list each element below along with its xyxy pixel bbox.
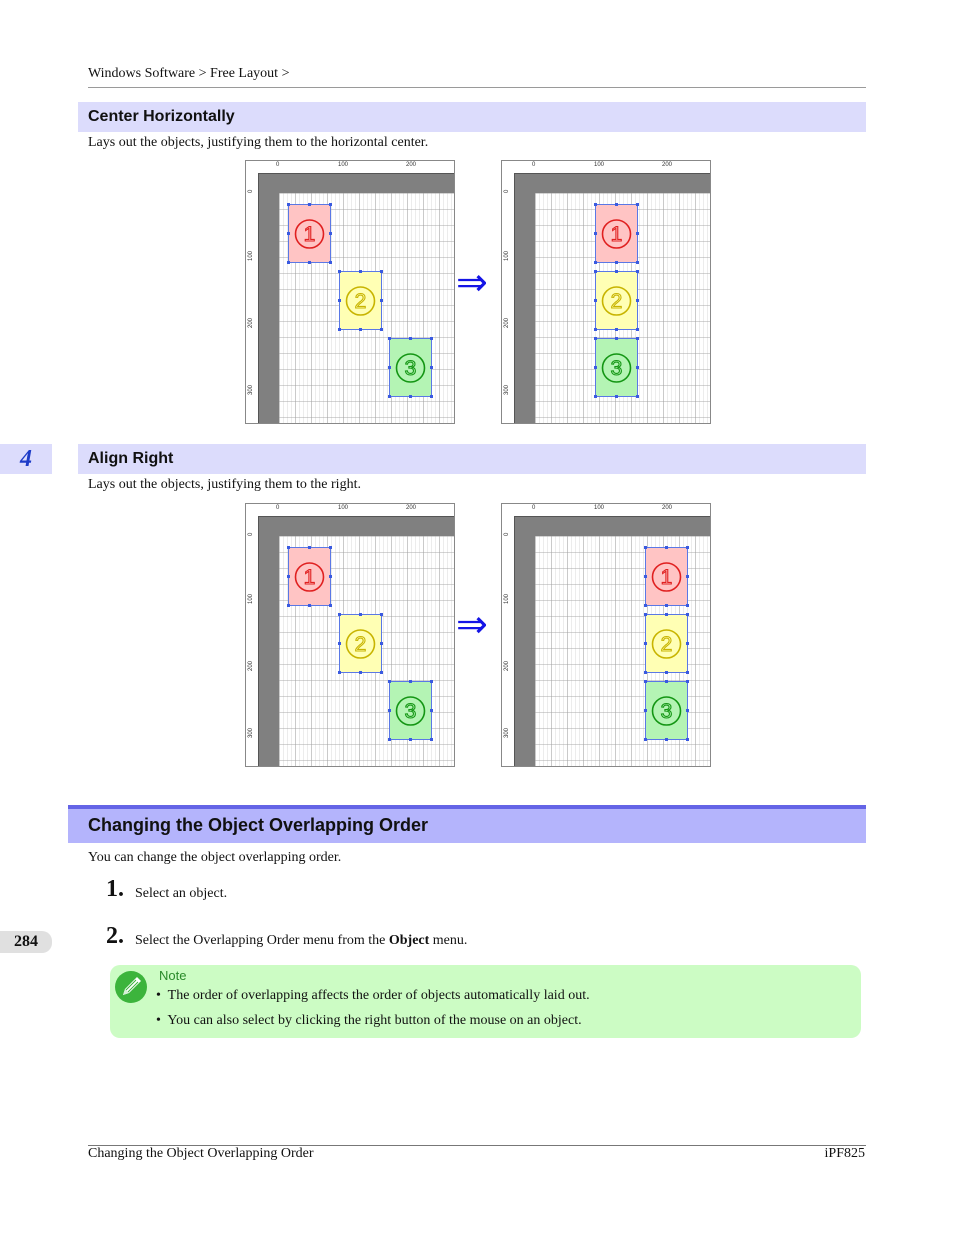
- selection-handle[interactable]: [644, 546, 647, 549]
- selection-handle[interactable]: [380, 613, 383, 616]
- selection-handle[interactable]: [388, 738, 391, 741]
- ruler-tick-label: 200: [504, 660, 510, 671]
- ruler-tick-label: 100: [504, 250, 510, 261]
- ruler-corner[interactable]: [246, 161, 258, 173]
- step-2-number: 2.: [106, 923, 124, 949]
- selection-handle[interactable]: [409, 337, 412, 340]
- selection-handle[interactable]: [686, 604, 689, 607]
- selection-handle[interactable]: [594, 337, 597, 340]
- object-label: 3: [404, 357, 417, 380]
- circled-number-2-icon: [596, 272, 637, 329]
- selection-handle[interactable]: [686, 575, 689, 578]
- step-2-text-after: menu.: [429, 933, 468, 948]
- selection-handle[interactable]: [388, 680, 391, 683]
- object-label: 1: [660, 566, 673, 589]
- layout-object-3[interactable]: [595, 338, 638, 397]
- selection-handle[interactable]: [380, 642, 383, 645]
- ruler-tick-label: 100: [594, 162, 605, 168]
- selection-handle[interactable]: [615, 261, 618, 264]
- selection-handle[interactable]: [359, 671, 362, 674]
- selection-handle[interactable]: [636, 203, 639, 206]
- selection-handle[interactable]: [615, 337, 618, 340]
- circled-number-3-icon: [596, 339, 637, 396]
- selection-handle[interactable]: [686, 671, 689, 674]
- circled-number-1-icon: [596, 205, 637, 262]
- section-title-center-horizontally: Center Horizontally: [88, 108, 235, 125]
- layout-object-1[interactable]: [645, 547, 688, 606]
- ruler-tick-label: 100: [504, 593, 510, 604]
- selection-handle[interactable]: [686, 546, 689, 549]
- selection-handle[interactable]: [644, 738, 647, 741]
- object-label: 2: [660, 633, 673, 656]
- selection-handle[interactable]: [388, 337, 391, 340]
- ruler-tick-label: 300: [504, 727, 510, 738]
- selection-handle[interactable]: [308, 546, 311, 549]
- selection-handle[interactable]: [430, 395, 433, 398]
- object-label: 3: [610, 357, 623, 380]
- circled-number-3-icon: [390, 682, 431, 739]
- selection-handle[interactable]: [338, 642, 341, 645]
- note-item: • The order of overlapping affects the order of objects automatically laid out.: [156, 988, 590, 1003]
- selection-handle[interactable]: [308, 261, 311, 264]
- object-label: 2: [610, 290, 623, 313]
- horizontal-ruler[interactable]: [258, 161, 454, 174]
- selection-handle[interactable]: [594, 261, 597, 264]
- note-item-text: The order of overlapping affects the order of objects automatically laid out.: [167, 988, 590, 1003]
- selection-handle[interactable]: [686, 709, 689, 712]
- result-arrow-icon: ⇒: [456, 602, 488, 646]
- selection-handle[interactable]: [388, 709, 391, 712]
- layout-after-center: [501, 160, 711, 424]
- selection-handle[interactable]: [380, 328, 383, 331]
- selection-handle[interactable]: [644, 671, 647, 674]
- step-2-text-before: Select the Overlapping Order menu from the: [135, 933, 389, 948]
- circled-number-2-icon: [340, 615, 381, 672]
- selection-handle[interactable]: [686, 613, 689, 616]
- horizontal-ruler[interactable]: [258, 504, 454, 517]
- selection-handle[interactable]: [338, 299, 341, 302]
- selection-handle[interactable]: [287, 604, 290, 607]
- selection-handle[interactable]: [594, 270, 597, 273]
- layout-object-2[interactable]: [645, 614, 688, 673]
- selection-handle[interactable]: [665, 546, 668, 549]
- ruler-corner[interactable]: [246, 504, 258, 516]
- circled-number-3-icon: [646, 682, 687, 739]
- selection-handle[interactable]: [594, 395, 597, 398]
- ruler-tick-label: 0: [504, 532, 510, 536]
- selection-handle[interactable]: [644, 575, 647, 578]
- layout-object-2[interactable]: [339, 271, 382, 330]
- step-2-menu-name: Object: [388, 933, 430, 948]
- selection-handle[interactable]: [329, 203, 332, 206]
- selection-handle[interactable]: [644, 642, 647, 645]
- selection-handle[interactable]: [287, 575, 290, 578]
- step-1-text: Select an object.: [135, 886, 228, 901]
- ruler-tick-label: 200: [406, 505, 417, 511]
- margin-area-top: [259, 174, 454, 193]
- selection-handle[interactable]: [594, 232, 597, 235]
- selection-handle[interactable]: [665, 613, 668, 616]
- selection-handle[interactable]: [308, 203, 311, 206]
- layout-object-3[interactable]: [645, 681, 688, 740]
- section-desc-center-horizontally: Lays out the objects, justifying them to the horizontal center.: [88, 135, 429, 150]
- ruler-tick-label: 100: [248, 593, 254, 604]
- selection-handle[interactable]: [636, 395, 639, 398]
- selection-handle[interactable]: [686, 642, 689, 645]
- selection-handle[interactable]: [636, 299, 639, 302]
- header-rule: [88, 87, 866, 88]
- layout-object-3[interactable]: [389, 338, 432, 397]
- circled-number-2-icon: [646, 615, 687, 672]
- footer-section-title: Changing the Object Overlapping Order: [88, 1146, 314, 1161]
- selection-handle[interactable]: [644, 709, 647, 712]
- ruler-tick-label: 100: [594, 505, 605, 511]
- ruler-tick-label: 0: [248, 532, 254, 536]
- ruler-tick-label: 200: [662, 505, 673, 511]
- object-label: 1: [303, 223, 316, 246]
- ruler-tick-label: 300: [248, 727, 254, 738]
- overlap-description: You can change the object overlapping order.: [88, 850, 342, 865]
- layout-before-right: [245, 503, 455, 767]
- layout-before-center: [245, 160, 455, 424]
- selection-handle[interactable]: [430, 709, 433, 712]
- step-1-number: 1.: [106, 876, 124, 902]
- margin-area-left: [515, 174, 535, 423]
- object-label: 3: [404, 700, 417, 723]
- selection-handle[interactable]: [287, 546, 290, 549]
- section-desc-align-right: Lays out the objects, justifying them to the right.: [88, 477, 361, 492]
- ruler-tick-label: 100: [338, 162, 349, 168]
- selection-handle[interactable]: [388, 395, 391, 398]
- selection-handle[interactable]: [430, 738, 433, 741]
- margin-area-left: [259, 517, 279, 766]
- selection-handle[interactable]: [430, 680, 433, 683]
- ruler-tick-label: 200: [248, 660, 254, 671]
- selection-handle[interactable]: [338, 270, 341, 273]
- margin-area-top: [515, 517, 710, 536]
- selection-handle[interactable]: [665, 671, 668, 674]
- selection-handle[interactable]: [594, 203, 597, 206]
- selection-handle[interactable]: [636, 366, 639, 369]
- selection-handle[interactable]: [644, 613, 647, 616]
- selection-handle[interactable]: [287, 232, 290, 235]
- note-label: Note: [159, 968, 187, 983]
- selection-handle[interactable]: [329, 546, 332, 549]
- chapter-number: 4: [20, 446, 32, 472]
- ruler-tick-label: 200: [504, 317, 510, 328]
- selection-handle[interactable]: [338, 328, 341, 331]
- selection-handle[interactable]: [644, 604, 647, 607]
- ruler-corner[interactable]: [502, 161, 514, 173]
- margin-area-left: [515, 517, 535, 766]
- selection-handle[interactable]: [380, 671, 383, 674]
- footer-model-name: iPF825: [824, 1146, 865, 1161]
- ruler-tick-label: 0: [532, 162, 536, 168]
- layout-object-2[interactable]: [595, 271, 638, 330]
- object-label: 2: [354, 290, 367, 313]
- selection-handle[interactable]: [409, 680, 412, 683]
- selection-handle[interactable]: [594, 328, 597, 331]
- breadcrumb: Windows Software > Free Layout >: [88, 66, 290, 81]
- selection-handle[interactable]: [594, 299, 597, 302]
- circled-number-2-icon: [340, 272, 381, 329]
- selection-handle[interactable]: [329, 232, 332, 235]
- selection-handle[interactable]: [329, 261, 332, 264]
- selection-handle[interactable]: [329, 575, 332, 578]
- object-label: 1: [303, 566, 316, 589]
- ruler-tick-label: 0: [276, 162, 280, 168]
- circled-number-1-icon: [289, 548, 330, 605]
- note-item: • You can also select by clicking the right button of the mouse on an object.: [156, 1013, 582, 1028]
- heading-title-overlap: Changing the Object Overlapping Order: [88, 815, 429, 835]
- ruler-tick-label: 300: [504, 384, 510, 395]
- horizontal-ruler[interactable]: [514, 161, 710, 174]
- ruler-tick-label: 0: [504, 189, 510, 193]
- selection-handle[interactable]: [329, 604, 332, 607]
- ruler-tick-label: 200: [662, 162, 673, 168]
- object-label: 3: [660, 700, 673, 723]
- selection-handle[interactable]: [615, 270, 618, 273]
- selection-handle[interactable]: [338, 671, 341, 674]
- selection-handle[interactable]: [686, 680, 689, 683]
- layout-object-1[interactable]: [595, 204, 638, 263]
- selection-handle[interactable]: [287, 261, 290, 264]
- step-2-text: [135, 933, 467, 949]
- selection-handle[interactable]: [665, 738, 668, 741]
- circled-number-3-icon: [390, 339, 431, 396]
- layout-object-1[interactable]: [288, 547, 331, 606]
- ruler-tick-label: 100: [248, 250, 254, 261]
- margin-area-top: [259, 517, 454, 536]
- selection-handle[interactable]: [359, 270, 362, 273]
- selection-handle[interactable]: [686, 738, 689, 741]
- layout-object-3[interactable]: [389, 681, 432, 740]
- selection-handle[interactable]: [636, 261, 639, 264]
- selection-handle[interactable]: [615, 203, 618, 206]
- object-label: 2: [354, 633, 367, 656]
- selection-handle[interactable]: [594, 366, 597, 369]
- selection-handle[interactable]: [338, 613, 341, 616]
- selection-handle[interactable]: [409, 738, 412, 741]
- object-label: 1: [610, 223, 623, 246]
- ruler-tick-label: 100: [338, 505, 349, 511]
- ruler-tick-label: 0: [276, 505, 280, 511]
- selection-handle[interactable]: [430, 337, 433, 340]
- ruler-tick-label: 300: [248, 384, 254, 395]
- ruler-corner[interactable]: [502, 504, 514, 516]
- ruler-tick-label: 0: [532, 505, 536, 511]
- page-number: 284: [14, 933, 38, 950]
- margin-area-left: [259, 174, 279, 423]
- selection-handle[interactable]: [409, 395, 412, 398]
- ruler-tick-label: 200: [406, 162, 417, 168]
- selection-handle[interactable]: [359, 613, 362, 616]
- selection-handle[interactable]: [636, 337, 639, 340]
- ruler-tick-label: 200: [248, 317, 254, 328]
- horizontal-ruler[interactable]: [514, 504, 710, 517]
- selection-handle[interactable]: [636, 270, 639, 273]
- selection-handle[interactable]: [615, 328, 618, 331]
- selection-handle[interactable]: [359, 328, 362, 331]
- selection-handle[interactable]: [636, 232, 639, 235]
- selection-handle[interactable]: [636, 328, 639, 331]
- pencil-note-icon: [114, 970, 148, 1004]
- margin-area-top: [515, 174, 710, 193]
- selection-handle[interactable]: [380, 270, 383, 273]
- selection-handle[interactable]: [615, 395, 618, 398]
- circled-number-1-icon: [289, 205, 330, 262]
- selection-handle[interactable]: [665, 680, 668, 683]
- section-title-align-right: Align Right: [88, 450, 174, 467]
- selection-handle[interactable]: [430, 366, 433, 369]
- selection-handle[interactable]: [380, 299, 383, 302]
- layout-object-1[interactable]: [288, 204, 331, 263]
- circled-number-1-icon: [646, 548, 687, 605]
- selection-handle[interactable]: [287, 203, 290, 206]
- selection-handle[interactable]: [308, 604, 311, 607]
- section-bar-align-right: [78, 444, 866, 474]
- layout-object-2[interactable]: [339, 614, 382, 673]
- layout-after-right: [501, 503, 711, 767]
- result-arrow-icon: ⇒: [456, 260, 488, 304]
- note-item-text: You can also select by clicking the right button of the mouse on an object.: [167, 1013, 582, 1028]
- selection-handle[interactable]: [388, 366, 391, 369]
- ruler-tick-label: 0: [248, 189, 254, 193]
- selection-handle[interactable]: [665, 604, 668, 607]
- selection-handle[interactable]: [644, 680, 647, 683]
